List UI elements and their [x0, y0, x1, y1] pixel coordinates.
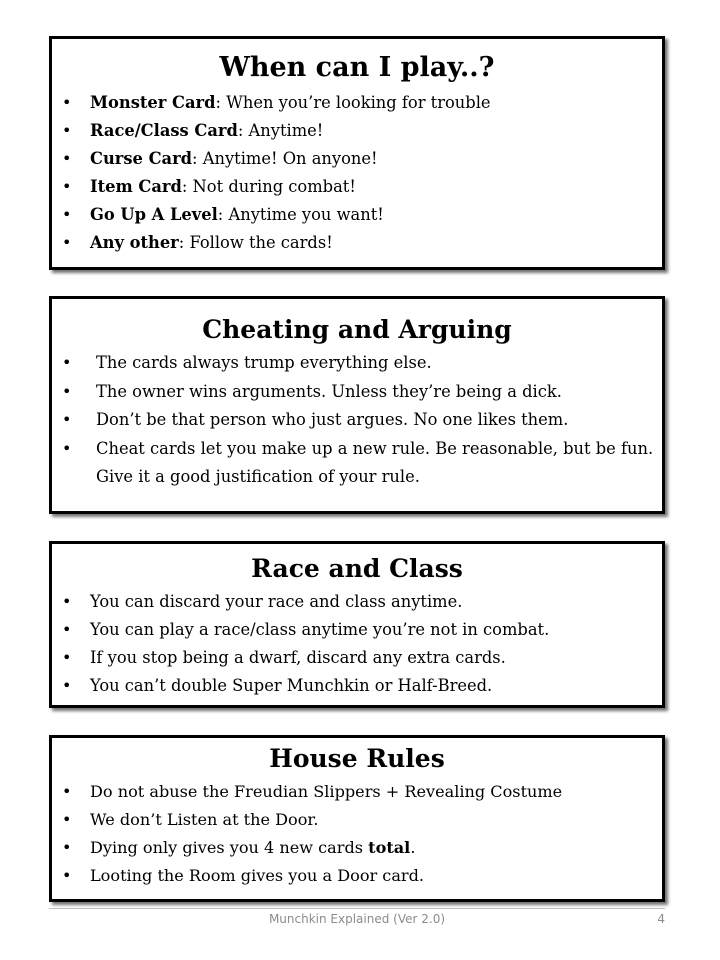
list-item: • You can’t double Super Munchkin or Half-Breed.	[52, 672, 662, 700]
list-item: • Item Card: Not during combat!	[52, 173, 662, 201]
race-rules-list	[52, 588, 662, 700]
list-item: • We don’t Listen at the Door.	[52, 806, 662, 834]
list-item: • The owner wins arguments. Unless they’re being a dick.	[52, 378, 662, 407]
item-label: Curse Card	[90, 149, 193, 168]
item-text: Not during combat!	[192, 177, 356, 196]
section-title: House Rules	[269, 744, 445, 773]
list-item: • You can play a race/class anytime you’re not in combat.	[52, 616, 662, 644]
list-item: • Do not abuse the Freudian Slippers + Revealing Costume	[52, 778, 662, 806]
list-item: • If you stop being a dwarf, discard any extra cards.	[52, 644, 662, 672]
page-number: 4	[657, 912, 665, 926]
race-and-class-box	[49, 541, 665, 708]
emphasis-total: total	[368, 838, 411, 857]
section-title: Race and Class	[251, 554, 463, 583]
list-item: • You can discard your race and class anytime.	[52, 588, 662, 616]
item-text: When you’re looking for trouble	[226, 93, 491, 112]
list-item: • Race/Class Card: Anytime!	[52, 117, 662, 145]
list-item: • Curse Card: Anytime! On anyone!	[52, 145, 662, 173]
house-rules-box	[49, 735, 665, 902]
item-text: Anytime!	[248, 121, 324, 140]
page-footer	[49, 908, 665, 931]
item-label: Race/Class Card	[90, 121, 238, 140]
list-item: • Looting the Room gives you a Door card.	[52, 862, 662, 890]
play-rules-list	[52, 89, 662, 257]
section-title: When can I play..?	[219, 52, 495, 83]
item-text: Follow the cards!	[189, 233, 333, 252]
when-can-i-play-box	[49, 36, 665, 270]
list-item: • Monster Card: When you’re looking for trouble	[52, 89, 662, 117]
house-rules-list	[52, 778, 662, 890]
cheat-rules-list	[52, 349, 662, 492]
list-item: • Don’t be that person who just argues. No one likes them.	[52, 406, 662, 435]
list-item: • Any other: Follow the cards!	[52, 229, 662, 257]
cheating-and-arguing-box	[49, 296, 665, 514]
list-item: • Go Up A Level: Anytime you want!	[52, 201, 662, 229]
item-label: Go Up A Level	[90, 205, 218, 224]
item-label: Any other	[90, 233, 179, 252]
list-item: • Cheat cards let you make up a new rule. Be reasonable, but be fun. Give it a good justification of your rule.	[52, 435, 662, 492]
item-text: Anytime! On anyone!	[202, 149, 378, 168]
item-label: Item Card	[90, 177, 182, 196]
section-title: Cheating and Arguing	[202, 315, 512, 344]
item-label: Monster Card	[90, 93, 216, 112]
list-item: • Dying only gives you 4 new cards total.	[52, 834, 662, 862]
document-title: Munchkin Explained (Ver 2.0)	[268, 912, 446, 926]
item-text: Anytime you want!	[228, 205, 384, 224]
list-item: • The cards always trump everything else.	[52, 349, 662, 378]
